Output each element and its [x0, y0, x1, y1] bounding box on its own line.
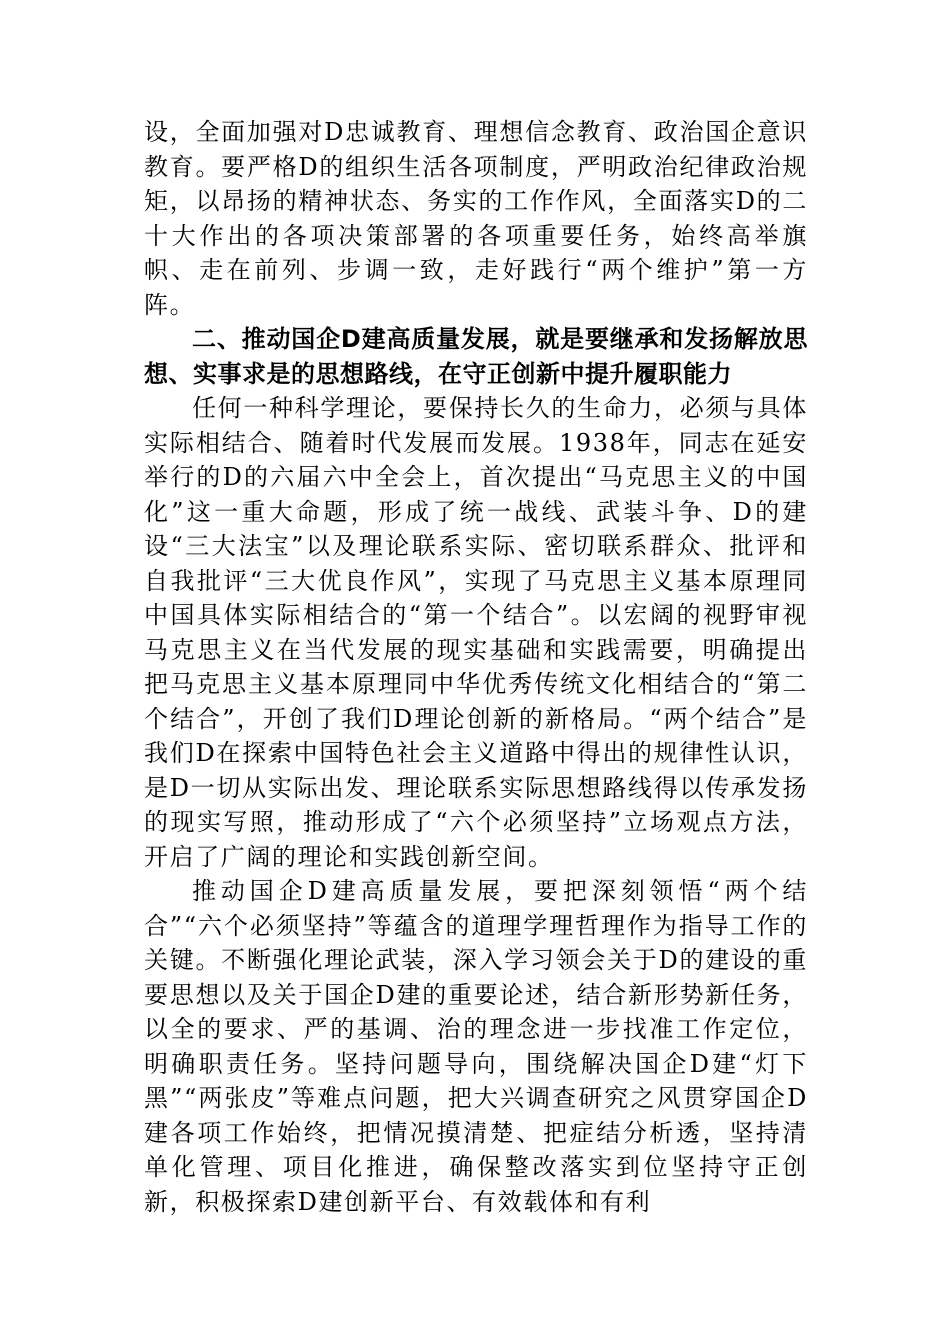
section-heading-2: 二、推动国企D建高质量发展，就是要继承和发扬解放思想、实事求是的思想路线，在守正创新中提升履职能力 [144, 325, 808, 388]
document-body [144, 115, 808, 1219]
paragraph-high-quality-development: 推动国企D建高质量发展，要把深刻领悟“两个结合”“六个必须坚持”等蕴含的道理学理哲理作为指导工作的关键。不断强化理论武装，深入学习领会关于D的建设的重要思想以及关于国企D建的重要论述，结合新形势新任务，以全的要求、严的基调、治的理念进一步找准工作定位，明确职责任务。坚持问题导向，围绕解决国企D建“灯下黑”“两张皮”等难点问题，把大兴调查研究之风贯穿国企D建各项工作始终，把情况摸清楚、把症结分析透，坚持清单化管理、项目化推进，确保整改落实到位坚持守正创新，积极探索D建创新平台、有效载体和有利 [144, 877, 808, 1216]
paragraph-continuation: 设，全面加强对D忠诚教育、理想信念教育、政治国企意识教育。要严格D的组织生活各项制度，严明政治纪律政治规矩，以昂扬的精神状态、务实的工作作风，全面落实D的二十大作出的各项决策部署的各项重要任务，始终高举旗帜、走在前列、步调一致，走好践行“两个维护”第一方阵。 [144, 118, 808, 319]
paragraph-two-integrations: 任何一种科学理论，要保持长久的生命力，必须与具体实际相结合、随着时代发展而发展。1938年，同志在延安举行的D的六届六中全会上，首次提出“马克思主义的中国化”这一重大命题，形成了统一战线、武装斗争、D的建设“三大法宝”以及理论联系实际、密切联系群众、批评和自我批评“三大优良作风”，实现了马克思主义基本原理同中国具体实际相结合的“第一个结合”。以宏阔的视野审视马克思主义在当代发展的现实基础和实践需要，明确提出把马克思主义基本原理同中华优秀传统文化相结合的“第二个结合”，开创了我们D理论创新的新格局。“两个结合”是我们D在探索中国特色社会主义道路中得出的规律性认识，是D一切从实际出发、理论联系实际思想路线得以传承发扬的现实写照，推动形成了“六个必须坚持”立场观点方法，开启了广阔的理论和实践创新空间。 [144, 394, 808, 871]
